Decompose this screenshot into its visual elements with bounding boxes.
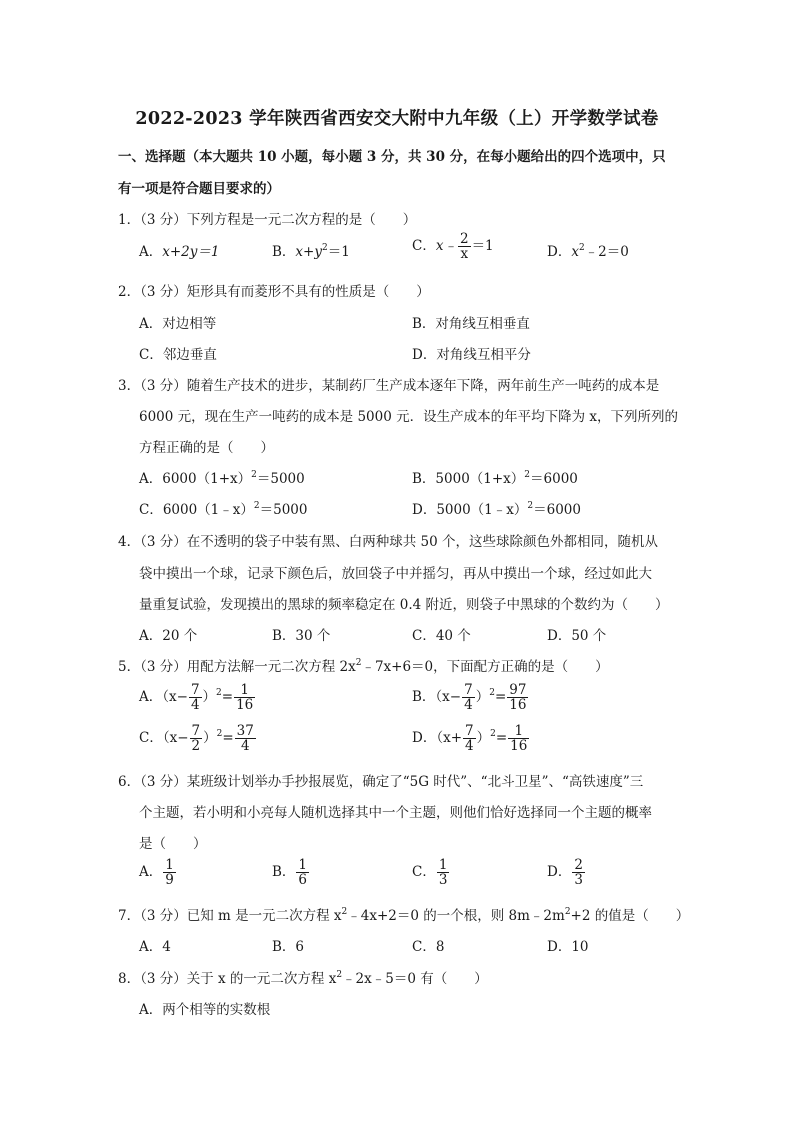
q5-d-sup: 2 [490, 729, 496, 740]
q6-c-fraction [437, 858, 450, 887]
q3-b-pre: B．5000（1+x） [412, 471, 525, 487]
q3-d-pre: D．5000（1﹣x） [412, 502, 528, 518]
q5-a-sup: 2 [216, 688, 222, 699]
q6-d-prefix: D． [547, 864, 572, 881]
q1-c-den: x [460, 246, 469, 263]
q5-a-pre: （x− [162, 689, 188, 706]
q5-d-d1: 4 [465, 738, 474, 755]
q5-option-d [412, 724, 530, 753]
q1-c-fraction [458, 232, 471, 261]
q2-option-c: C．邻边垂直 [139, 347, 217, 363]
q6-d-den: 3 [574, 872, 583, 889]
q5-c-d1: 2 [191, 738, 201, 755]
q3-b-post: ＝6000 [530, 471, 578, 487]
q7-stem-sup1: 2 [341, 907, 348, 917]
q6-option-a [139, 858, 177, 887]
q3-c-pre: C．6000（1﹣x） [139, 502, 254, 518]
q3-d-post: ＝6000 [533, 502, 581, 518]
q5-c-frac2 [235, 724, 256, 753]
q6-stem-line3: 是（ ） [139, 836, 207, 852]
q1-stem: 1．（3 分）下列方程是一元二次方程的是（ ） [118, 212, 417, 228]
q7-stem-sup2: 2 [564, 907, 571, 917]
q5-b-d2: 16 [509, 697, 527, 714]
q5-a-d2: 16 [236, 697, 254, 714]
q5-b-frac1 [462, 683, 475, 712]
q5-d-d2: 16 [510, 738, 528, 755]
q6-b-den: 6 [298, 872, 308, 889]
section-header-line1: 一、选择题（本大题共 10 小题，每小题 3 分，共 30 分，在每小题给出的四个选项中，只 [118, 149, 666, 165]
q7-stem [118, 904, 689, 924]
q1-b-expr: x+y [295, 244, 322, 260]
q5-c-n2: 37 [236, 723, 254, 739]
q1-b-post: ＝1 [327, 244, 350, 260]
q5-stem-post: ﹣7x+6＝0，下面配方正确的是（ ） [361, 659, 609, 675]
q1-c-post: ＝1 [471, 238, 494, 255]
q7-option-a: A．4 [139, 939, 171, 955]
q5-c-eq: = [222, 730, 234, 747]
q6-d-num: 2 [574, 857, 583, 873]
q6-option-b [272, 858, 310, 887]
q1-a-prefix: A． [139, 244, 163, 260]
q3-stem-line2: 6000 元，现在生产一吨药的成本是 5000 元．设生产成本的年平均下降为 x，下列所列的 [139, 409, 678, 425]
q2-option-d: D．对角线互相平分 [412, 347, 531, 363]
q5-a-n2: 1 [234, 683, 255, 698]
q1-c-pre: x﹣ [435, 238, 457, 255]
q3-option-c [139, 498, 307, 518]
q7-stem-b: ﹣4x+2＝0 的一个根，则 8m﹣2m [347, 908, 565, 924]
q1-a-expr: x+2y＝1 [162, 244, 220, 260]
q8-stem-sup: 2 [336, 970, 343, 980]
q5-a-prefix: A． [139, 689, 163, 706]
q3-stem-line3: 方程正确的是（ ） [139, 440, 274, 456]
q5-option-a [139, 683, 256, 712]
q7-option-b: B．6 [272, 939, 305, 955]
q5-b-eq: = [494, 689, 507, 706]
q1-option-d [547, 240, 629, 260]
q7-option-c: C．8 [412, 939, 445, 955]
q5-d-n2: 1 [508, 724, 529, 739]
q6-b-num: 1 [298, 857, 308, 873]
q5-stem-pre: 5．（3 分）用配方法解一元二次方程 2x [118, 659, 356, 675]
q5-d-n1: 7 [465, 723, 474, 739]
q7-stem-a: 7．（3 分）已知 m 是一元二次方程 x [118, 908, 342, 924]
q6-stem-line1: 6．（3 分）某班级计划举办手抄报展览，确定了“5G 时代”、“北斗卫星”、“高铁速度”三 [118, 774, 644, 790]
q1-c-num: 2 [459, 231, 469, 247]
q5-a-frac2 [234, 683, 255, 712]
q6-c-prefix: C． [412, 864, 436, 881]
q5-a-n1: 7 [190, 682, 200, 698]
q5-b-n1: 7 [464, 682, 473, 698]
q5-d-frac1 [463, 724, 476, 753]
q3-a-sup: 2 [251, 470, 257, 480]
q8-stem-pre: 8．（3 分）关于 x 的一元二次方程 x [118, 971, 337, 987]
q5-d-pre: （x+ [436, 730, 463, 747]
q2-option-a: A．对边相等 [139, 316, 217, 332]
q5-option-c [139, 724, 257, 753]
q3-c-sup: 2 [253, 501, 260, 511]
q5-a-frac1 [189, 683, 202, 712]
q5-stem-sup: 2 [355, 658, 362, 668]
q4-option-a: A．20 个 [139, 628, 198, 644]
q1-option-b [272, 240, 350, 260]
q3-a-post: ＝5000 [256, 471, 305, 487]
q1-b-sup: 2 [321, 243, 328, 253]
q5-b-frac2 [507, 683, 528, 712]
q6-b-fraction [296, 858, 309, 887]
q6-c-num: 1 [438, 857, 448, 873]
q6-c-den: 3 [438, 872, 448, 889]
q8-stem-post: ﹣2x﹣5＝0 有（ ） [342, 971, 488, 987]
q8-option-a: A．两个相等的实数根 [139, 1002, 271, 1018]
q7-option-d: D．10 [547, 939, 589, 955]
q6-option-d [547, 858, 586, 887]
q3-stem-line1: 3．（3 分）随着生产技术的进步，某制药厂生产成本逐年下降，两年前生产一吨药的成本是 [118, 378, 660, 394]
q5-a-d1: 4 [190, 697, 200, 714]
q2-stem: 2．（3 分）矩形具有而菱形不具有的性质是（ ） [118, 284, 430, 300]
q5-a-mid: ） [202, 689, 217, 706]
q4-option-b: B．30 个 [272, 628, 331, 644]
q5-d-mid: ） [476, 730, 491, 747]
q5-c-frac1 [190, 724, 203, 753]
q1-d-post: ﹣2＝0 [584, 244, 629, 260]
q5-b-n2: 97 [509, 682, 527, 698]
q5-c-d2: 4 [240, 738, 250, 755]
q5-b-d1: 4 [464, 697, 473, 714]
q6-option-c [412, 858, 450, 887]
q6-a-num: 1 [165, 857, 174, 873]
q8-stem [118, 967, 488, 987]
q5-c-sup: 2 [216, 729, 223, 740]
q3-option-a [139, 467, 305, 487]
q3-option-b [412, 467, 578, 487]
q3-b-sup: 2 [524, 470, 531, 480]
q5-c-mid: ） [203, 730, 217, 747]
q6-a-fraction [163, 858, 176, 887]
q6-a-prefix: A． [139, 864, 163, 881]
q1-option-a [139, 240, 219, 260]
q4-stem-line3: 量重复试验，发现摸出的黑球的频率稳定在 0.4 附近，则袋子中黑球的个数约为（ ） [139, 597, 669, 613]
q6-a-den: 9 [165, 872, 174, 889]
q5-d-prefix: D． [412, 730, 437, 747]
q5-option-b [412, 683, 529, 712]
q1-b-prefix: B． [272, 244, 296, 260]
q1-option-c [412, 232, 494, 261]
q5-c-pre: （x− [162, 730, 189, 747]
q5-a-eq: = [221, 689, 234, 706]
q3-c-post: ＝5000 [259, 502, 308, 518]
q5-c-n1: 7 [191, 723, 201, 739]
q6-stem-line2: 个主题，若小明和小亮每人随机选择其中一个主题，则他们恰好选择同一个主题的概率 [139, 805, 652, 821]
q5-d-frac2 [508, 724, 529, 753]
q1-c-prefix: C． [412, 238, 436, 255]
q5-stem [118, 655, 609, 675]
q7-stem-c: +2 的值是（ ） [570, 908, 690, 924]
q4-option-d: D．50 个 [547, 628, 607, 644]
page-title: 2022-2023 学年陕西省西安交大附中九年级（上）开学数学试卷 [135, 109, 659, 129]
q5-d-eq: = [495, 730, 508, 747]
q5-b-pre: （x− [435, 689, 462, 706]
q5-b-sup: 2 [489, 688, 495, 699]
q5-b-mid: ） [475, 689, 490, 706]
q5-b-prefix: B． [412, 689, 436, 706]
q1-d-prefix: D． [547, 244, 572, 260]
section-header-line2: 有一项是符合题目要求的） [118, 181, 280, 197]
q3-option-d [412, 498, 581, 518]
q6-b-prefix: B． [272, 864, 296, 881]
q1-d-sup: 2 [578, 243, 585, 253]
q6-d-fraction [572, 858, 585, 887]
q2-option-b: B．对角线互相垂直 [412, 316, 530, 332]
q5-c-prefix: C． [139, 730, 163, 747]
q4-stem-line1: 4．（3 分）在不透明的袋子中装有黑、白两种球共 50 个，这些球除颜色外都相同，随机从 [118, 534, 658, 550]
q4-option-c: C．40 个 [412, 628, 471, 644]
q4-stem-line2: 袋中摸出一个球，记录下颜色后，放回袋子中并摇匀，再从中摸出一个球，经过如此大 [139, 566, 652, 582]
q3-a-pre: A．6000（1+x） [139, 471, 252, 487]
q1-d-pre: x [571, 244, 579, 260]
q3-d-sup: 2 [527, 501, 534, 511]
